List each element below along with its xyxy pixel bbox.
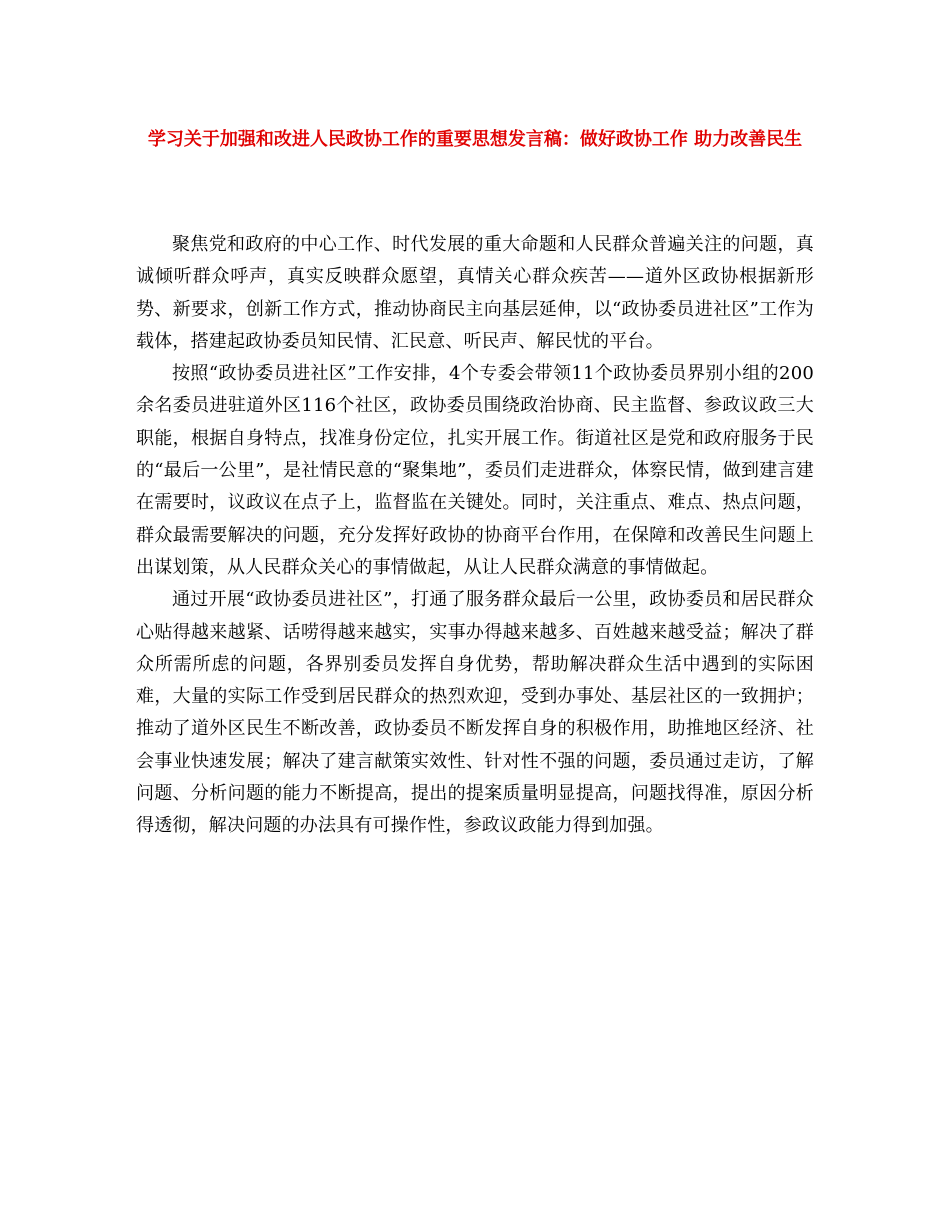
body-paragraph-1: 聚焦党和政府的中心工作、时代发展的重大命题和人民群众普遍关注的问题，真诚倾听群众呼声，真实反映群众愿望，真情关心群众疾苦——道外区政协根据新形势、新要求，创新工作方式，推动协商民主向基层延伸，以“政协委员进社区”工作为载体，搭建起政协委员知民情、汇民意、听民声、解民忧的平台。: [136, 234, 814, 352]
body-paragraph-3: 通过开展“政协委员进社区”，打通了服务群众最后一公里，政协委员和居民群众心贴得越来越紧、话唠得越来越实，实事办得越来越多、百姓越来越受益；解决了群众所需所虑的问题，各界别委员发挥自身优势，帮助解决群众生活中遇到的实际困难，大量的实际工作受到居民群众的热烈欢迎，受到办事处、基层社区的一致拥护；推动了道外区民生不断改善，政协委员不断发挥自身的积极作用，助推地区经济、社会事业快速发展；解决了建言献策实效性、针对性不强的问题，委员通过走访，了解问题、分析问题的能力不断提高，提出的提案质量明显提高，问题找得准，原因分析得透彻，解决问题的办法具有可操作性，参政议政能力得到加强。: [136, 589, 814, 837]
body-paragraph-2: 按照“政协委员进社区”工作安排，4个专委会带领11个政协委员界别小组的200余名委员进驻道外区116个社区，政协委员围绕政治协商、民主监督、参政议政三大职能，根据自身特点，找准身份定位，扎实开展工作。街道社区是党和政府服务于民的“最后一公里”，是社情民意的“聚集地”，委员们走进群众，体察民情，做到建言建在需要时，议政议在点子上，监督监在关键处。同时，关注重点、难点、热点问题，群众最需要解决的问题，充分发挥好政协的协商平台作用，在保障和改善民生问题上出谋划策，从人民群众关心的事情做起，从让人民群众满意的事情做起。: [136, 363, 814, 578]
document-body: [136, 229, 814, 843]
document-title: 学习关于加强和改进人民政协工作的重要思想发言稿：做好政协工作 助力改善民生: [147, 129, 803, 150]
